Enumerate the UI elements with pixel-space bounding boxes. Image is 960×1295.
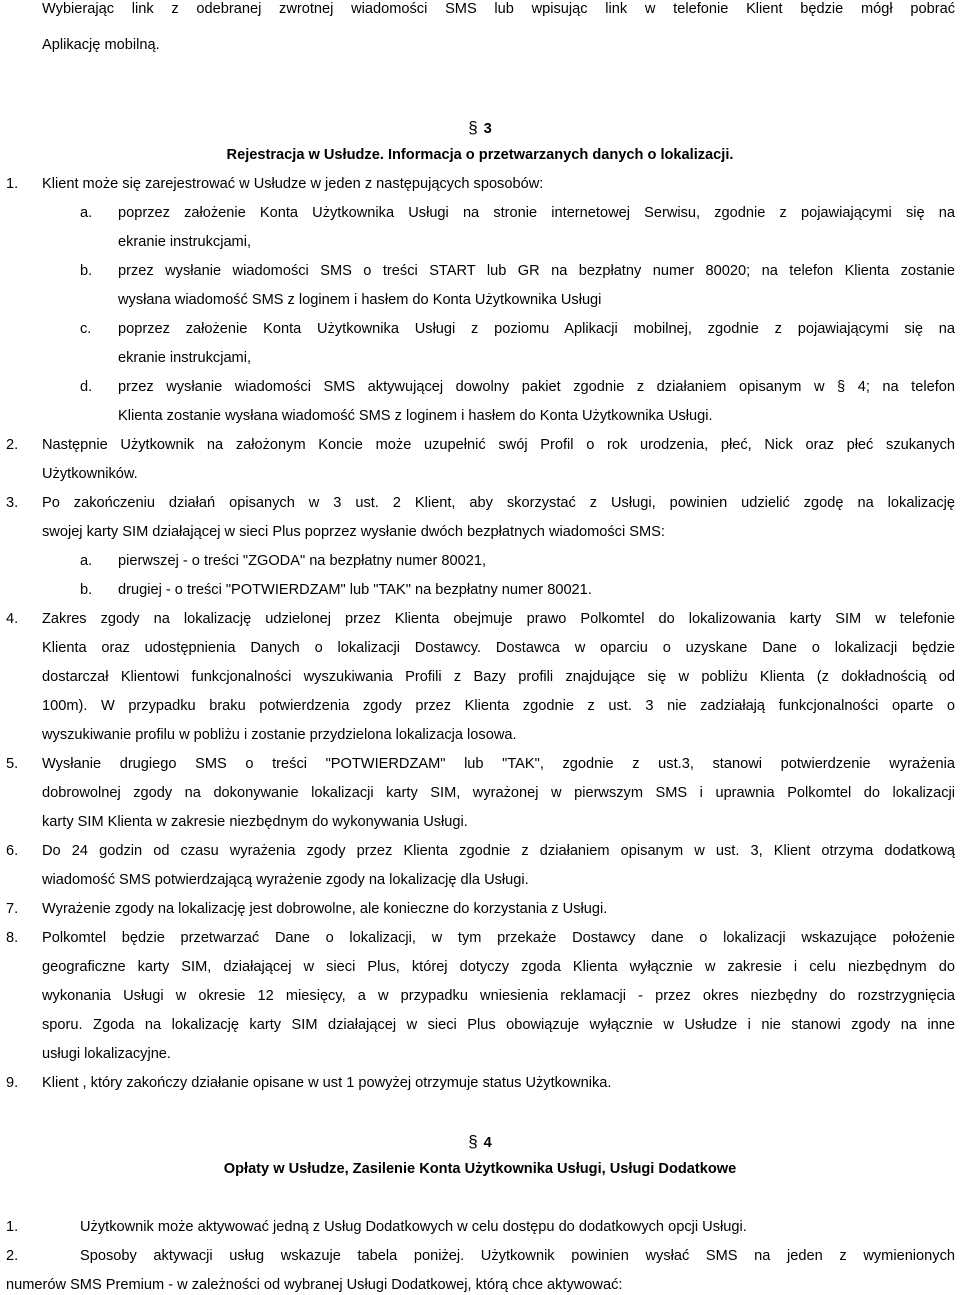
subitem-letter: a.	[80, 553, 93, 569]
item-text: wiadomość SMS potwierdzającą wyrażenie zgody na lokalizację dla Usługi.	[42, 872, 529, 888]
subitem-text: ekranie instrukcjami,	[118, 350, 252, 366]
item-number: 2.	[6, 1248, 19, 1264]
item-text: usługi lokalizacyjne.	[42, 1046, 171, 1062]
item-text: Użytkowników.	[42, 466, 138, 482]
section-3-number: § 3	[468, 118, 492, 137]
subitem-text: drugiej - o treści "POTWIERDZAM" lub "TAK" na bezpłatny numer 80021.	[118, 582, 592, 598]
item-text: Po zakończeniu działań opisanych w 3 ust. 2 Klient, aby skorzystać z Usługi, powinien udzielić zgodę na lokalizację	[42, 495, 955, 511]
subitem-text: wysłana wiadomość SMS z loginem i hasłem do Konta Użytkownika Usługi	[118, 292, 602, 308]
item-text: wyszukiwanie profilu w pobliżu i zostanie przydzielona lokalizacja losowa.	[42, 727, 517, 743]
item-text: Następnie Użytkownik na założonym Koncie może uzupełnić swój Profil o rok urodzenia, płeć, Nick oraz płeć szukanych	[42, 437, 955, 453]
subitem-text: pierwszej - o treści "ZGODA" na bezpłatny numer 80021,	[118, 553, 487, 569]
subitem-text: przez wysłanie wiadomości SMS aktywującej dowolny pakiet zgodnie z działaniem opisanym w § 4; na telefon	[118, 379, 955, 395]
section-3-title: Rejestracja w Usłudze. Informacja o przetwarzanych danych o lokalizacji.	[226, 147, 734, 163]
item-text: Polkomtel będzie przetwarzać Dane o lokalizacji, w tym przekaże Dostawcy dane o lokalizacji wskazujące położenie	[42, 930, 955, 946]
item-number: 3.	[6, 495, 19, 511]
item-text: Użytkownik może aktywować jedną z Usług Dodatkowych w celu dostępu do dodatkowych opcji Usługi.	[80, 1219, 747, 1235]
item-text: dostarczał Klientowi funkcjonalności wyszukiwania Profili z Bazy profili znajdujące się w pobliżu Klienta (z dokładnością od	[42, 669, 955, 685]
subitem-text: ekranie instrukcjami,	[118, 234, 252, 250]
subitem-letter: c.	[80, 321, 92, 337]
paragraph-sign: §	[468, 118, 478, 137]
item-text: karty SIM Klienta w zakresie niezbędnym do wykonywania Usługi.	[42, 814, 468, 830]
item-number: 5.	[6, 756, 19, 772]
item-text: Sposoby aktywacji usług wskazuje tabela poniżej. Użytkownik powinien wysłać SMS na jeden z wymienionych	[80, 1248, 955, 1264]
item-number: 1.	[6, 176, 19, 192]
item-text: Wyrażenie zgody na lokalizację jest dobrowolne, ale konieczne do korzystania z Usługi.	[42, 901, 608, 917]
item-text: Klient , który zakończy działanie opisane w ust 1 powyżej otrzymuje status Użytkownika.	[42, 1075, 612, 1091]
item-text: Wysłanie drugiego SMS o treści "POTWIERDZAM" lub "TAK", zgodnie z ust.3, stanowi potwierdzenie wyrażenia	[42, 756, 955, 772]
item-text: Do 24 godzin od czasu wyrażenia zgody przez Klienta zgodnie z działaniem opisanym w ust. 3, Klient otrzyma dodatkową	[42, 843, 955, 859]
item-text: Zakres zgody na lokalizację udzielonej przez Klienta obejmuje prawo Polkomtel do lokalizowania karty SIM w telefonie	[42, 611, 955, 627]
subitem-letter: b.	[80, 582, 93, 598]
intro-line-2: Aplikację mobilną.	[42, 37, 160, 53]
item-number: 9.	[6, 1075, 19, 1091]
item-text: 100m). W przypadku braku potwierdzenia zgody przez Klienta zgodnie z ust. 3 nie zadziałają funkcjonalności oparte o	[42, 698, 955, 714]
item-text: dobrowolnej zgody na dokonywanie lokalizacji karty SIM, wyrażonej w pierwszym SMS i uprawnia Polkomtel do lokalizacji	[42, 785, 955, 801]
item-text: geograficzne karty SIM, działającej w sieci Plus, której dotyczy zgoda Klienta wyłącznie w zakresie i celu niezbędnym do	[42, 959, 955, 975]
subitem-text: Klienta zostanie wysłana wiadomość SMS z loginem i hasłem do Konta Użytkownika Usługi.	[118, 408, 713, 424]
subitem-letter: a.	[80, 205, 93, 221]
item-text: swojej karty SIM działającej w sieci Plus poprzez wysłanie dwóch bezpłatnych wiadomości SMS:	[42, 524, 665, 540]
item-text: Klienta oraz udostępnienia Danych o lokalizacji Dostawcy. Dostawca w oparciu o uzyskane Dane o lokalizacji będzie	[42, 640, 955, 656]
item-text: numerów SMS Premium - w zależności od wybranej Usługi Dodatkowej, którą chce aktywować:	[6, 1277, 623, 1293]
item-number: 7.	[6, 901, 19, 917]
item-number: 8.	[6, 930, 19, 946]
subitem-text: poprzez założenie Konta Użytkownika Usługi z poziomu Aplikacji mobilnej, zgodnie z pojawiającymi się na	[118, 321, 955, 337]
subitem-text: przez wysłanie wiadomości SMS o treści START lub GR na bezpłatny numer 80020; na telefon Klienta zostanie	[118, 263, 955, 279]
item-text: Klient może się zarejestrować w Usłudze w jeden z następujących sposobów:	[42, 176, 544, 192]
item-number: 2.	[6, 437, 19, 453]
item-text: wykonania Usługi w okresie 12 miesięcy, a w przypadku wniesienia reklamacji - przez okres niezbędny do rozstrzygnięcia	[42, 988, 955, 1004]
intro-line-1: Wybierając link z odebranej zwrotnej wiadomości SMS lub wpisując link w telefonie Klient będzie mógł pobrać	[42, 1, 955, 17]
section-4-number: § 4	[468, 1132, 492, 1151]
subitem-letter: b.	[80, 263, 93, 279]
subitem-letter: d.	[80, 379, 93, 395]
item-number: 1.	[6, 1219, 19, 1235]
item-number: 4.	[6, 611, 19, 627]
item-text: sporu. Zgoda na lokalizację karty SIM działającej w sieci Plus obowiązuje wyłącznie w Usłudze i nie stanowi zgody na inne	[42, 1017, 955, 1033]
subitem-text: poprzez założenie Konta Użytkownika Usługi na stronie internetowej Serwisu, zgodnie z pojawiającymi się na	[118, 205, 955, 221]
paragraph-sign: §	[468, 1132, 478, 1151]
item-number: 6.	[6, 843, 19, 859]
section-4-title: Opłaty w Usłudze, Zasilenie Konta Użytkownika Usługi, Usługi Dodatkowe	[223, 1161, 737, 1177]
